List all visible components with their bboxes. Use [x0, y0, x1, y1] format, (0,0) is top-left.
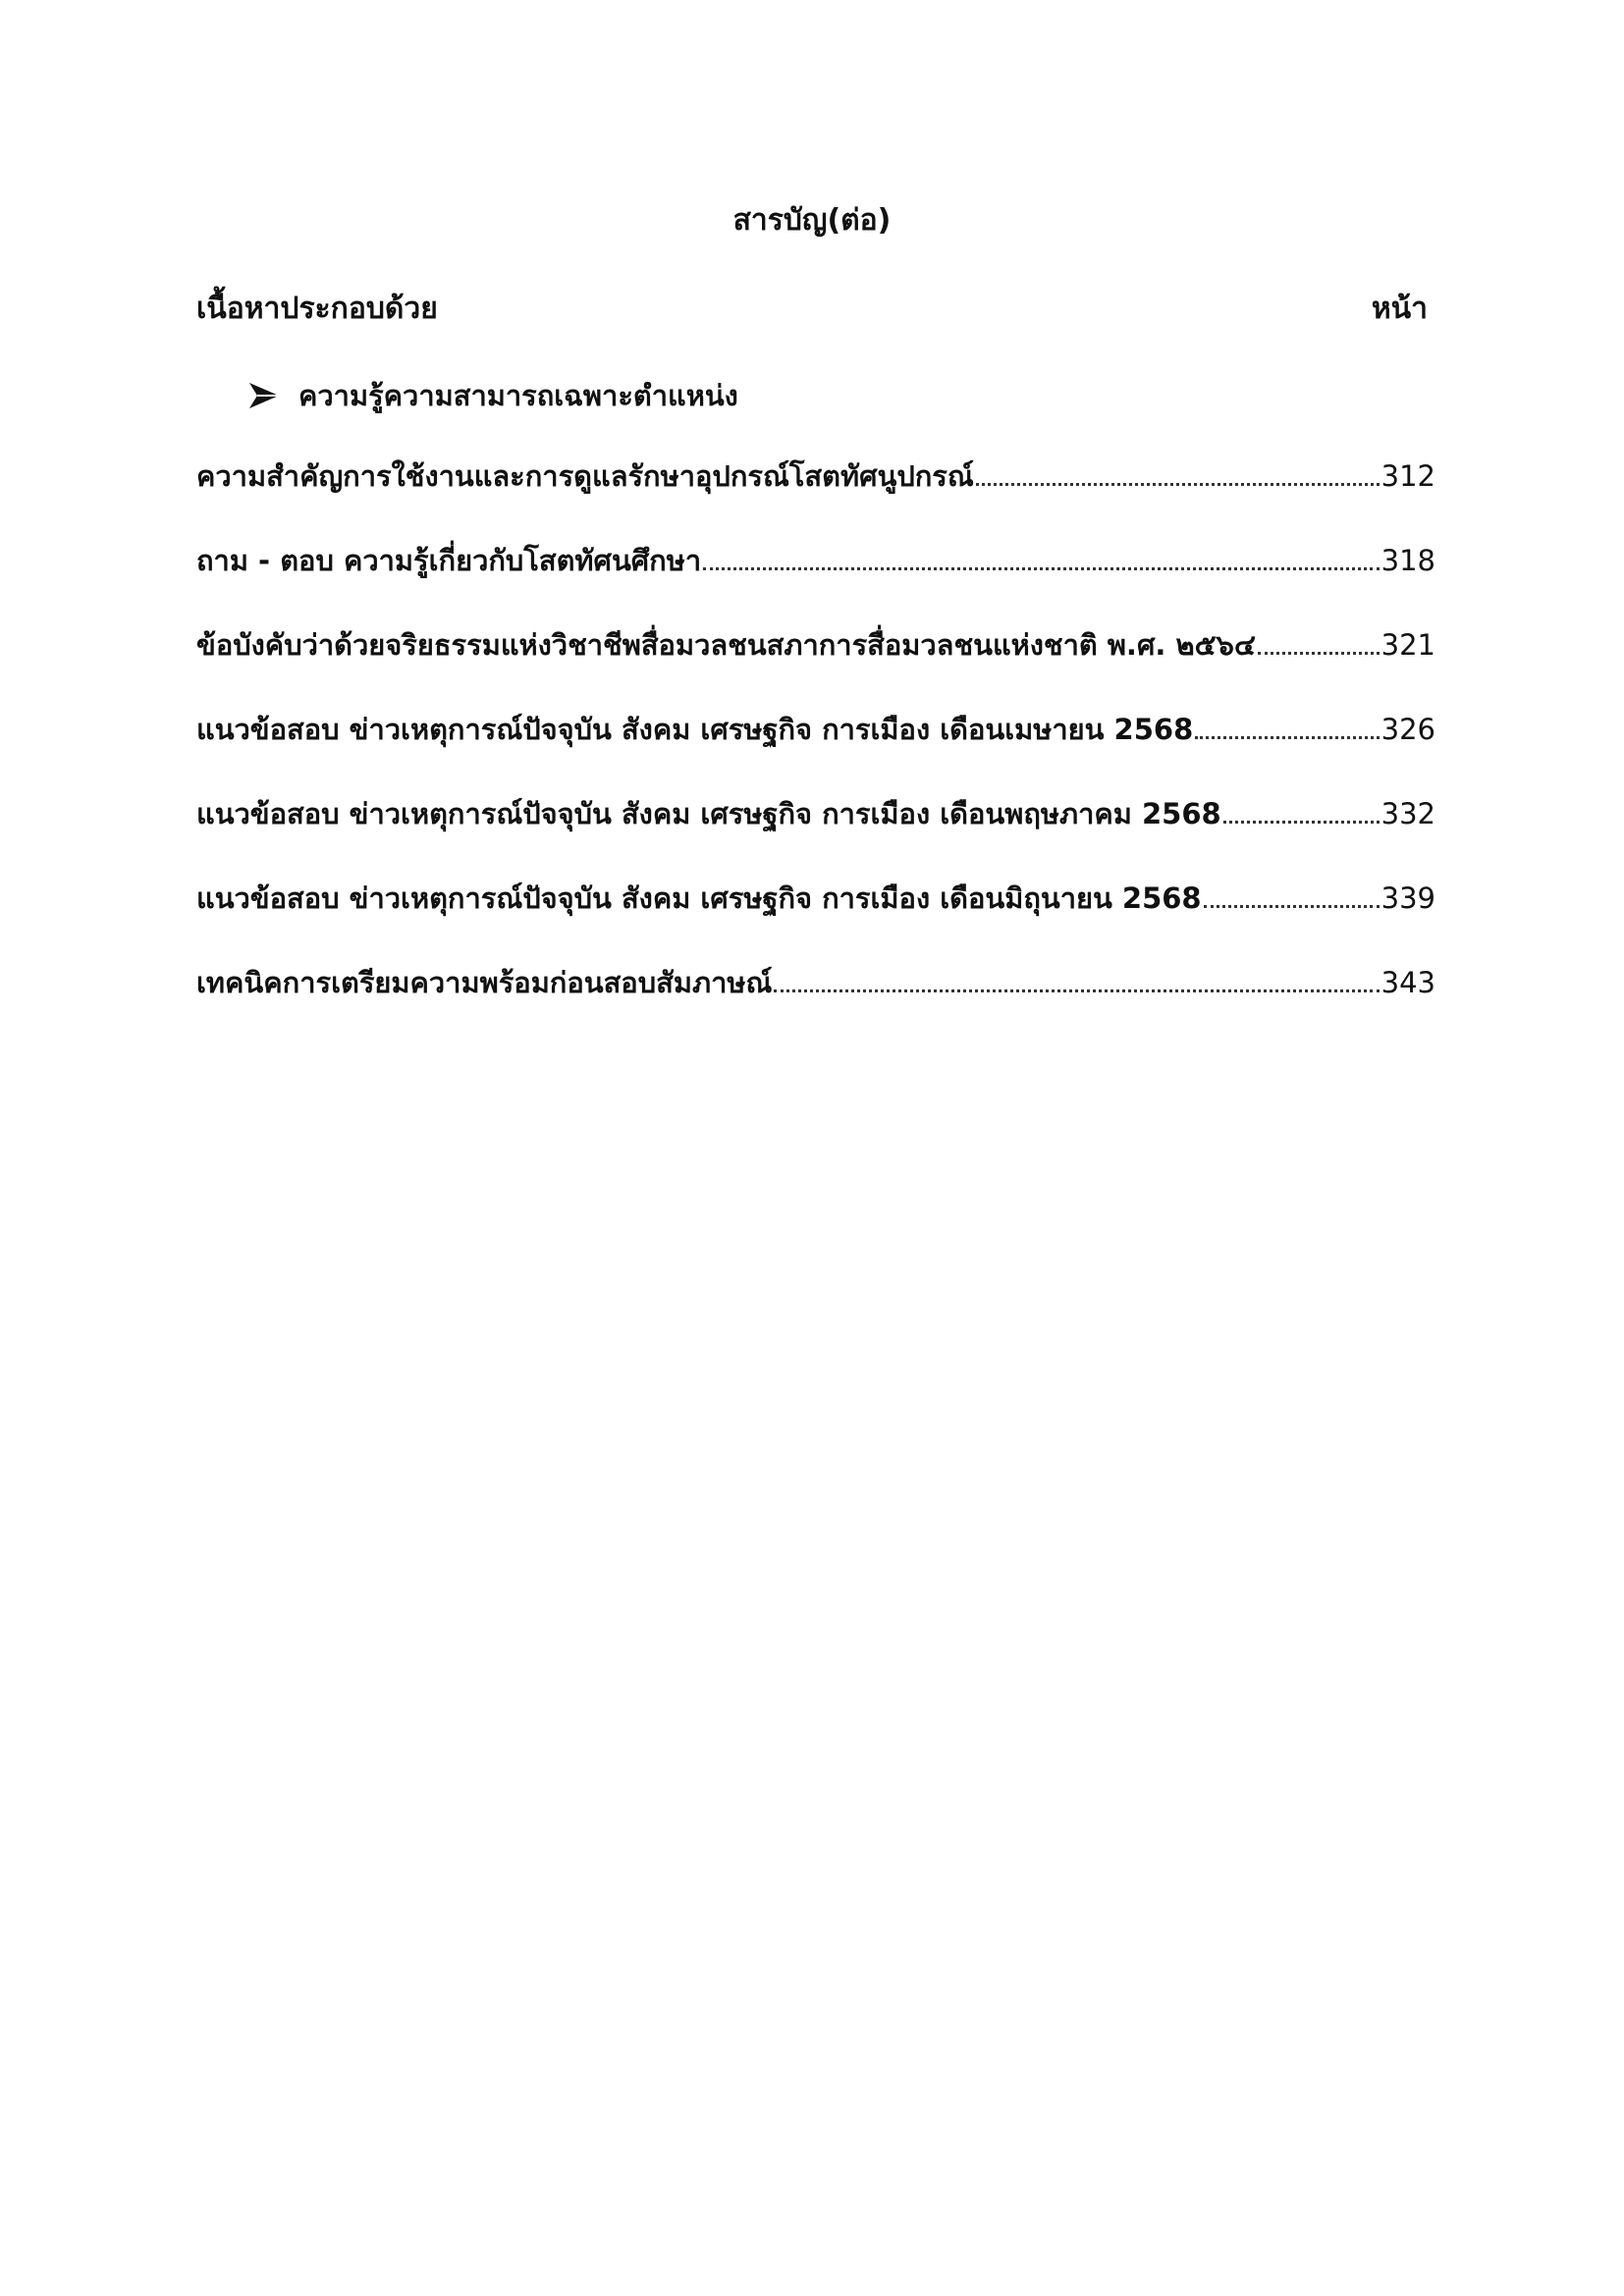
- toc-entry[interactable]: [196, 707, 1435, 791]
- toc-entry[interactable]: [196, 876, 1435, 960]
- toc-list: [196, 454, 1435, 1044]
- page-title: สารบัญ(ต่อ): [732, 203, 892, 238]
- toc-entry-title: แนวข้อสอบ ข่าวเหตุการณ์ปัจจุบัน สังคม เศรษฐกิจ การเมือง เดือนเมษายน 2568: [196, 713, 1194, 746]
- toc-entry-page: 318: [1380, 544, 1435, 577]
- toc-entry[interactable]: [196, 622, 1435, 707]
- dot-leader: [976, 482, 1380, 486]
- dot-leader: [1223, 820, 1380, 824]
- toc-entry[interactable]: [196, 538, 1435, 622]
- dot-leader: [1258, 651, 1380, 655]
- dot-leader: [774, 988, 1379, 992]
- section-heading: [247, 373, 738, 418]
- toc-entry-title: ถาม - ตอบ ความรู้เกี่ยวกับโสตทัศนศึกษา: [196, 544, 702, 577]
- section-heading-label: ความรู้ความสามารถเฉพาะตำแหน่ง: [298, 379, 738, 412]
- toc-entry[interactable]: [196, 791, 1435, 876]
- toc-header-contents: เนื้อหาประกอบด้วย: [196, 292, 438, 326]
- dot-leader: [1204, 904, 1380, 908]
- toc-entry-title: แนวข้อสอบ ข่าวเหตุการณ์ปัจจุบัน สังคม เศรษฐกิจ การเมือง เดือนพฤษภาคม 2568: [196, 797, 1221, 830]
- dot-leader: [1195, 735, 1379, 739]
- dot-leader: [703, 566, 1379, 570]
- toc-entry-title: ข้อบังคับว่าด้วยจริยธรรมแห่งวิชาชีพสื่อมวลชนสภาการสื่อมวลชนแห่งชาติ พ.ศ. ๒๕๖๔: [196, 628, 1256, 662]
- toc-entry-page: 312: [1380, 459, 1435, 493]
- toc-entry[interactable]: [196, 960, 1435, 1044]
- toc-header: [196, 288, 1435, 331]
- toc-entry[interactable]: [196, 454, 1435, 538]
- toc-entry-page: 339: [1380, 881, 1435, 915]
- toc-entry-page: 332: [1380, 797, 1435, 830]
- arrow-right-icon: [247, 381, 281, 410]
- toc-entry-title: เทคนิคการเตรียมความพร้อมก่อนสอบสัมภาษณ์: [196, 966, 773, 999]
- toc-entry-title: แนวข้อสอบ ข่าวเหตุการณ์ปัจจุบัน สังคม เศรษฐกิจ การเมือง เดือนมิถุนายน 2568: [196, 881, 1202, 915]
- toc-entry-page: 321: [1380, 628, 1435, 662]
- toc-header-page: หน้า: [1371, 292, 1428, 326]
- toc-entry-page: 326: [1380, 713, 1435, 746]
- toc-entry-page: 343: [1380, 966, 1435, 999]
- toc-entry-title: ความสำคัญการใช้งานและการดูแลรักษาอุปกรณ์โสตทัศนูปกรณ์: [196, 459, 974, 493]
